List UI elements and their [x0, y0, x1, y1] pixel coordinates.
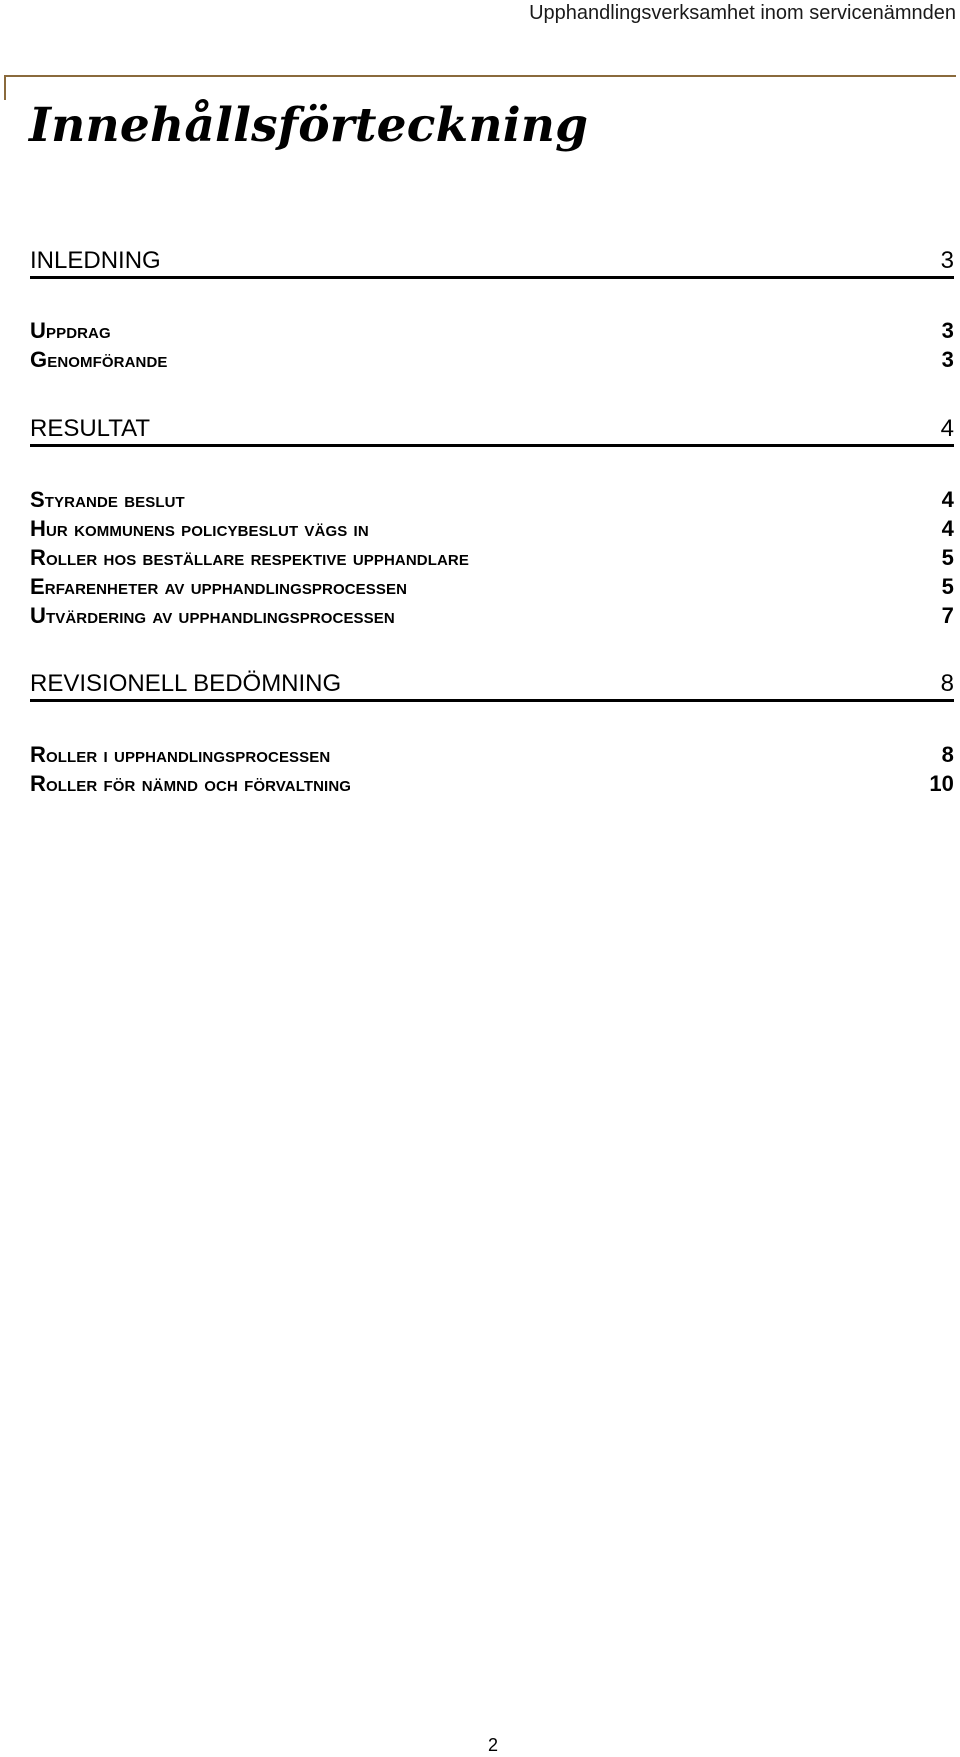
toc-entry-page: 8 [941, 742, 954, 767]
toc-entry-roller-upphandlingsprocessen[interactable] [30, 742, 954, 768]
toc-entry-genomforande[interactable] [30, 347, 954, 373]
toc-entry-label: Roller hos beställare respektive upphandlare [30, 545, 469, 570]
toc-entry-label: Uppdrag [30, 318, 111, 343]
page-number: 2 [487, 1735, 498, 1755]
toc-entry-page: 4 [941, 487, 954, 512]
toc-entry-erfarenheter[interactable] [30, 574, 954, 600]
toc-entry-label: Erfarenheter av upphandlingsprocessen [30, 574, 408, 599]
toc-entry-label: REVISIONELL BEDÖMNING [30, 670, 342, 697]
header-rule-tick [4, 75, 6, 100]
toc-entry-policybeslut[interactable] [30, 516, 954, 542]
toc-entry-roller-bestallare[interactable] [30, 545, 954, 571]
toc-entry-inledning[interactable] [30, 247, 954, 279]
toc-entry-page: 3 [941, 318, 954, 343]
toc-entry-label: Roller för nämnd och förvaltning [30, 771, 352, 796]
toc-entry-page: 4 [941, 516, 954, 541]
toc-entry-label: Genomförande [30, 347, 168, 372]
toc-entry-page: 3 [941, 347, 954, 372]
toc-entry-utvardering[interactable] [30, 603, 954, 629]
toc-entry-uppdrag[interactable] [30, 318, 954, 344]
toc-entry-label: Hur kommunens policybeslut vägs in [30, 516, 369, 541]
toc-entry-label: Styrande beslut [30, 487, 185, 512]
toc-entry-page: 4 [940, 415, 954, 442]
header-rule [4, 75, 956, 77]
toc-entry-resultat[interactable] [30, 415, 954, 447]
toc-entry-page: 7 [941, 603, 954, 628]
toc-entry-label: INLEDNING [30, 247, 161, 274]
toc-entry-styrande-beslut[interactable] [30, 487, 954, 513]
toc-entry-label: RESULTAT [30, 415, 151, 442]
toc-entry-label: Roller i upphandlingsprocessen [30, 742, 331, 767]
toc-entry-page: 5 [941, 574, 954, 599]
running-header: Upphandlingsverksamhet inom servicenämnden [529, 2, 956, 24]
toc-entry-roller-namnd[interactable] [30, 771, 954, 797]
toc-entry-revisionell-bedomning[interactable] [30, 670, 954, 702]
toc-entry-page: 8 [940, 670, 954, 697]
toc-title: Innehållsförteckning [29, 98, 589, 153]
toc-entry-page: 3 [940, 247, 954, 274]
toc-entry-label: Utvärdering av upphandlingsprocessen [30, 603, 395, 628]
toc-entry-page: 5 [941, 545, 954, 570]
toc-entry-page: 10 [929, 771, 954, 796]
